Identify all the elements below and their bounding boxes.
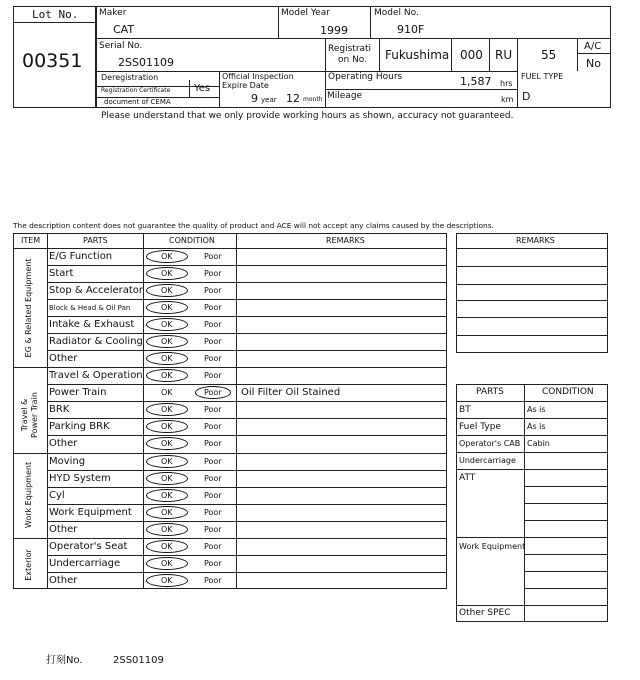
- col-remarks-header: REMARKS: [326, 236, 365, 245]
- condition-poor: Poor: [204, 337, 222, 346]
- condition-ok: OK: [161, 457, 173, 466]
- ok-circle-mark: [146, 352, 188, 365]
- dereg-value: Yes: [194, 83, 211, 94]
- part-name: Other: [49, 524, 78, 535]
- model-no-label: Model No.: [374, 8, 419, 18]
- condition-ok: OK: [161, 388, 173, 397]
- serial-label: Serial No.: [99, 41, 143, 51]
- serial-value: 2SS01109: [118, 56, 174, 69]
- condition-ok: OK: [161, 576, 173, 585]
- ok-circle-mark: [146, 455, 188, 468]
- condition-ok: OK: [161, 371, 173, 380]
- fuel-type-value: D: [522, 90, 531, 103]
- spec-condition: As is: [527, 405, 546, 414]
- remark-text: Oil Filter Oil Stained: [241, 387, 341, 398]
- condition-ok: OK: [161, 559, 173, 568]
- spec-condition: As is: [527, 422, 546, 431]
- condition-ok: OK: [161, 303, 173, 312]
- part-name: Start: [49, 268, 74, 279]
- spec-condition-header: CONDITION: [542, 387, 594, 397]
- group-label: Exterior: [24, 549, 33, 581]
- condition-poor: Poor: [204, 576, 222, 585]
- part-name: Power Train: [49, 387, 107, 398]
- spec-part: Undercarriage: [459, 456, 516, 465]
- registration-code: RU: [495, 48, 513, 62]
- ok-circle-mark: [146, 437, 188, 450]
- model-year-value: 1999: [320, 24, 348, 37]
- ok-circle-mark: [146, 301, 188, 314]
- ok-circle-mark: [146, 557, 188, 570]
- ok-circle-mark: [146, 523, 188, 536]
- km-unit: km: [501, 95, 514, 104]
- spec-part: ATT: [459, 473, 476, 483]
- condition-poor: Poor: [204, 405, 222, 414]
- registration-num2: 55: [541, 48, 557, 62]
- registration-label: Registrati: [328, 44, 372, 54]
- condition-poor: Poor: [204, 491, 222, 500]
- part-name: Other: [49, 438, 78, 449]
- condition-ok: OK: [161, 525, 173, 534]
- condition-ok: OK: [161, 354, 173, 363]
- ok-circle-mark: [146, 489, 188, 502]
- ok-circle-mark: [146, 369, 188, 382]
- condition-poor: Poor: [204, 269, 222, 278]
- condition-poor: Poor: [204, 457, 222, 466]
- part-name: Intake & Exhaust: [49, 319, 135, 330]
- dereg-label: Deregistration: [101, 73, 159, 82]
- part-name: Operator's Seat: [49, 541, 128, 552]
- condition-poor: Poor: [204, 388, 222, 397]
- spec-part: Operator's CAB: [459, 439, 521, 448]
- condition-poor: Poor: [204, 320, 222, 329]
- ok-circle-mark: [146, 318, 188, 331]
- part-name: Radiator & Cooling: [49, 336, 143, 347]
- work-equipment-spec-label: Work Equipment: [459, 542, 526, 551]
- inspection-label: Official Inspection: [222, 72, 294, 81]
- spec-part: Fuel Type: [459, 422, 501, 432]
- maker-label: Maker: [99, 8, 127, 18]
- part-name: HYD System: [49, 473, 111, 484]
- model-no-value: 910F: [397, 23, 425, 36]
- dereg-cert-label: Registration Certificate: [101, 87, 171, 94]
- registration-num1: 000: [460, 48, 483, 62]
- ok-circle-mark: [146, 506, 188, 519]
- condition-ok: OK: [161, 337, 173, 346]
- dereg-doc-label: document of CEMA: [104, 98, 171, 106]
- inspection-month: 12: [286, 92, 300, 105]
- ok-circle-mark: [146, 403, 188, 416]
- condition-poor: Poor: [204, 508, 222, 517]
- condition-poor: Poor: [204, 559, 222, 568]
- col-condition-header: CONDITION: [169, 236, 215, 245]
- working-hours-notice: Please understand that we only provide working hours as shown, accuracy not guaranteed.: [101, 111, 514, 121]
- condition-poor: Poor: [204, 286, 222, 295]
- part-name: Moving: [49, 456, 86, 467]
- registration-place: Fukushima: [385, 48, 450, 62]
- condition-ok: OK: [161, 252, 173, 261]
- ok-circle-mark: [146, 420, 188, 433]
- spec-part: BT: [459, 405, 471, 415]
- disclaimer: The description content does not guarantee the quality of product and ACE will not accept any claims caused by the descriptions.: [13, 221, 494, 230]
- ok-circle-mark: [146, 267, 188, 280]
- condition-poor: Poor: [204, 525, 222, 534]
- ok-circle-mark: [146, 250, 188, 263]
- ac-label: A/C: [584, 41, 602, 52]
- inspection-year-unit: year: [261, 96, 277, 104]
- hrs-unit: hrs: [500, 79, 513, 88]
- other-spec-label: Other SPEC: [459, 608, 511, 618]
- ok-circle-mark: [146, 335, 188, 348]
- condition-poor: Poor: [204, 422, 222, 431]
- part-name: Other: [49, 575, 78, 586]
- condition-ok: OK: [161, 320, 173, 329]
- registration-label-2: on No.: [338, 55, 368, 65]
- condition-poor: Poor: [204, 474, 222, 483]
- condition-ok: OK: [161, 439, 173, 448]
- ok-circle-mark: [146, 540, 188, 553]
- part-name: Cyl: [49, 490, 65, 501]
- group-label: EG & Related Equipment: [24, 258, 33, 358]
- group-label: Work Equipment: [24, 461, 33, 529]
- operating-hours-label: Operating Hours: [328, 72, 403, 82]
- part-name: Block & Head & Oil Pan: [49, 304, 131, 312]
- ac-value: No: [586, 57, 601, 70]
- condition-ok: OK: [161, 508, 173, 517]
- poor-circle-mark: [195, 386, 231, 399]
- inspection-year: 9: [251, 92, 258, 105]
- group-label-text: Travel & Power Train: [20, 392, 39, 438]
- condition-poor: Poor: [204, 303, 222, 312]
- ok-circle-mark: [146, 284, 188, 297]
- right-remarks-header: REMARKS: [516, 236, 555, 245]
- part-name: BRK: [49, 404, 70, 415]
- part-name: Undercarriage: [49, 558, 121, 569]
- part-name: Travel & Operation: [49, 370, 143, 381]
- condition-poor: Poor: [204, 354, 222, 363]
- part-name: Work Equipment: [49, 507, 132, 518]
- condition-ok: OK: [161, 286, 173, 295]
- model-year-label: Model Year: [281, 8, 330, 18]
- col-parts-header: PARTS: [83, 236, 108, 245]
- spec-condition: Cabin: [527, 439, 550, 448]
- lot-label: Lot No.: [32, 8, 79, 21]
- condition-ok: OK: [161, 422, 173, 431]
- part-name: E/G Function: [49, 251, 113, 262]
- stamp-no-value: 2SS01109: [113, 655, 164, 666]
- spec-parts-header: PARTS: [476, 387, 504, 397]
- condition-poor: Poor: [204, 439, 222, 448]
- condition-poor: Poor: [204, 252, 222, 261]
- ok-circle-mark: [146, 472, 188, 485]
- condition-ok: OK: [161, 405, 173, 414]
- ok-circle-mark: [146, 574, 188, 587]
- part-name: Stop & Accelerator: [49, 285, 144, 296]
- part-name: Other: [49, 353, 78, 364]
- maker-value: CAT: [113, 23, 135, 36]
- condition-poor: Poor: [204, 371, 222, 380]
- part-name: Parking BRK: [49, 421, 110, 432]
- inspection-month-unit: month: [303, 96, 323, 103]
- condition-poor: Poor: [204, 542, 222, 551]
- stamp-no-label: 打刻No.: [46, 655, 83, 666]
- lot-number: 00351: [22, 50, 83, 72]
- condition-ok: OK: [161, 542, 173, 551]
- condition-ok: OK: [161, 269, 173, 278]
- condition-ok: OK: [161, 491, 173, 500]
- mileage-label: Mileage: [327, 91, 363, 101]
- condition-ok: OK: [161, 474, 173, 483]
- operating-hours-value: 1,587: [460, 75, 492, 88]
- fuel-type-label: FUEL TYPE: [521, 72, 564, 81]
- col-item-header: ITEM: [21, 236, 41, 245]
- inspection-label-2: Expire Date: [222, 81, 269, 90]
